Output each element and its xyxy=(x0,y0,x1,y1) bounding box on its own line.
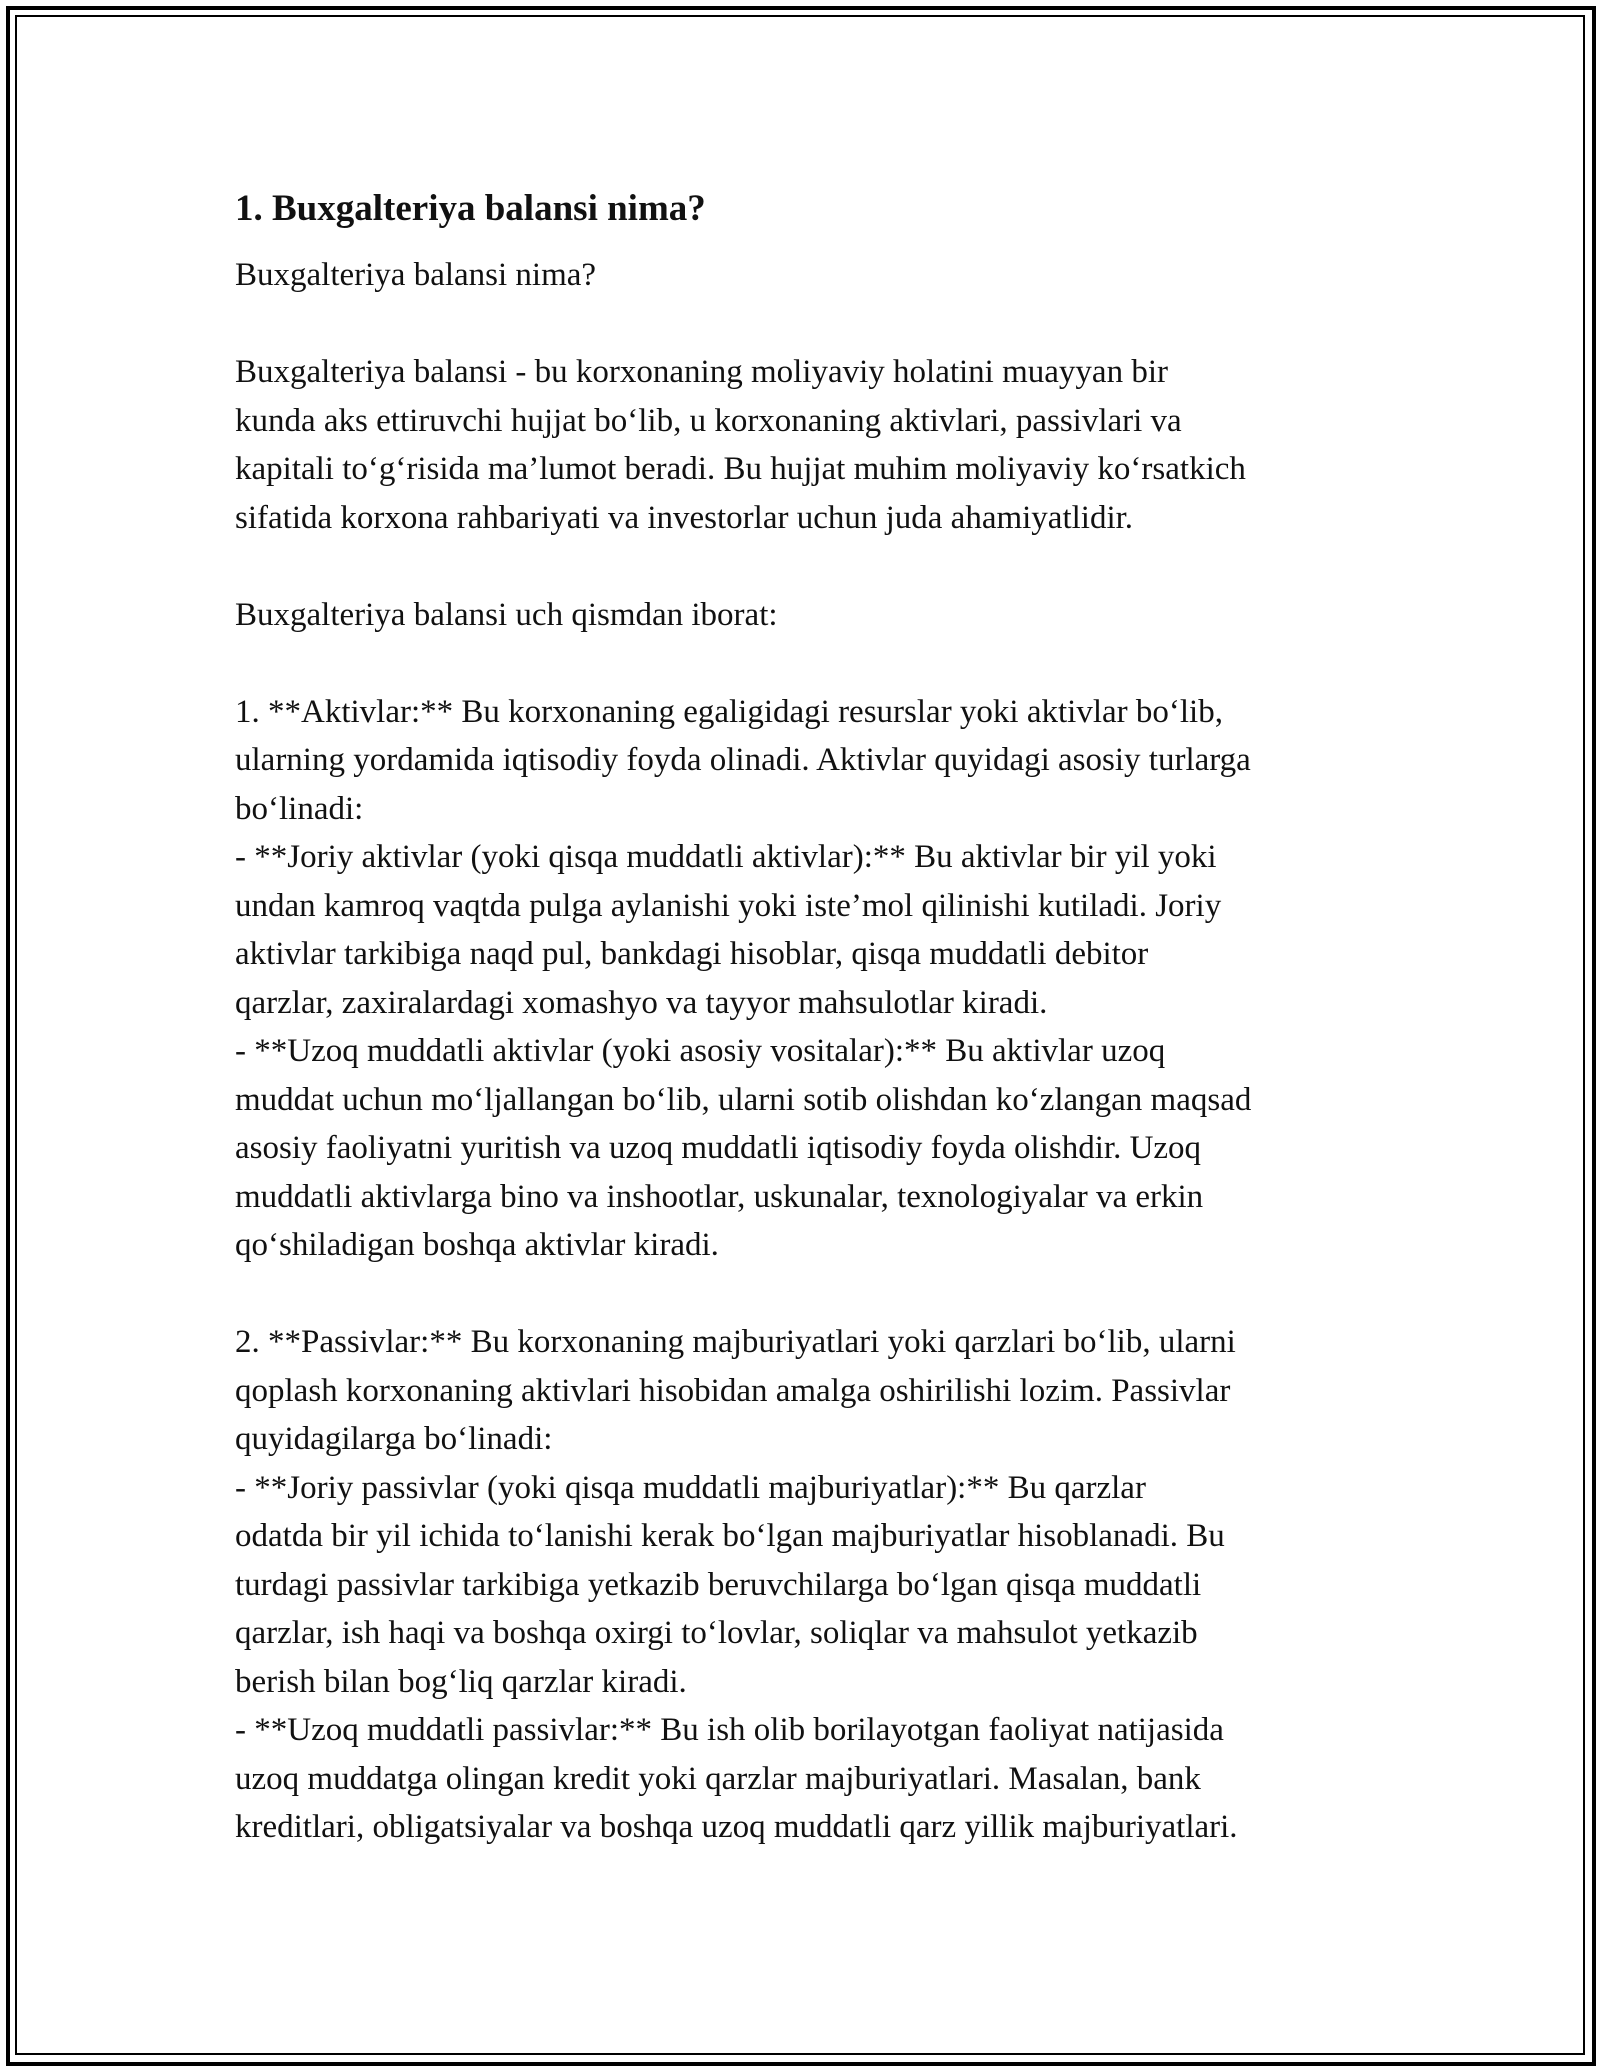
intro-paragraph: Buxgalteriya balansi - bu korxonaning moliyaviy holatini muayyan bir kunda aks ettiruvchi hujjat bo‘lib, u korxonaning aktivlari, passivlari va kapitali to‘g‘risida ma’lumot beradi. Bu hujjat muhim moliyaviy ko‘rsatkich sifatida korxona rahbariyati va investorlar uchun juda ahamiyatlidir. xyxy=(235,354,1246,536)
paragraph-gap xyxy=(235,542,1385,591)
section-assets: 1. **Aktivlar:** Bu korxonaning egaligidagi resurslar yoki aktivlar bo‘lib, ularning yordamida iqtisodiy foyda olinadi. Aktivlar quyidagi asosiy turlarga bo‘linadi: - **Joriy aktivlar (yoki qisqa muddatli aktivlar):** Bu aktivlar bir yil yoki undan kamroq vaqtda pulga aylanishi yoki iste’mol qilinishi kutiladi. Joriy aktivlar tarkibiga naqd pul, bankdagi hisoblar, qisqa muddatli debitor qarzlar, zaxiralardagi xomashyo va tayyor mahsulotlar kiradi. - **Uzoq muddatli aktivlar (yoki asosiy vositalar):** Bu aktivlar uzoq muddat uchun mo‘ljallangan bo‘lib, ularni sotib olishdan ko‘zlangan maqsad asosiy faoliyatni yuritish va uzoq muddatli iqtisodiy foyda olishdir. Uzoq muddatli aktivlarga bino va inshootlar, uskunalar, texnologiyalar va erkin qo‘shiladigan boshqa aktivlar kiradi. xyxy=(235,693,1252,1263)
document-heading: 1. Buxgalteriya balansi nima? xyxy=(235,188,706,229)
paragraph-gap xyxy=(235,1270,1385,1319)
paragraph-gap xyxy=(235,300,1385,349)
document-body xyxy=(235,185,1385,1852)
section-liabilities: 2. **Passivlar:** Bu korxonaning majburiyatlari yoki qarzlari bo‘lib, ularni qoplash korxonaning aktivlari hisobidan amalga oshirilishi lozim. Passivlar quyidagilarga bo‘linadi: - **Joriy passivlar (yoki qisqa muddatli majburiyatlar):** Bu qarzlar odatda bir yil ichida to‘lanishi kerak bo‘lgan majburiyatlar hisoblanadi. Bu turdagi passivlar tarkibiga yetkazib beruvchilarga bo‘lgan qisqa muddatli qarzlar, ish haqi va boshqa oxirgi to‘lovlar, soliqlar va mahsulot yetkazib berish bilan bog‘liq qarzlar kiradi. - **Uzoq muddatli passivlar:** Bu ish olib borilayotgan faoliyat natijasida uzoq muddatga olingan kredit yoki qarzlar majburiyatlari. Masalan, bank kreditlari, obligatsiyalar va boshqa uzoq muddatli qarz yillik majburiyatlari. xyxy=(235,1324,1238,1845)
paragraph-gap xyxy=(235,639,1385,688)
parts-intro-paragraph: Buxgalteriya balansi uch qismdan iborat: xyxy=(235,596,778,633)
subtitle-paragraph: Buxgalteriya balansi nima? xyxy=(235,257,597,293)
